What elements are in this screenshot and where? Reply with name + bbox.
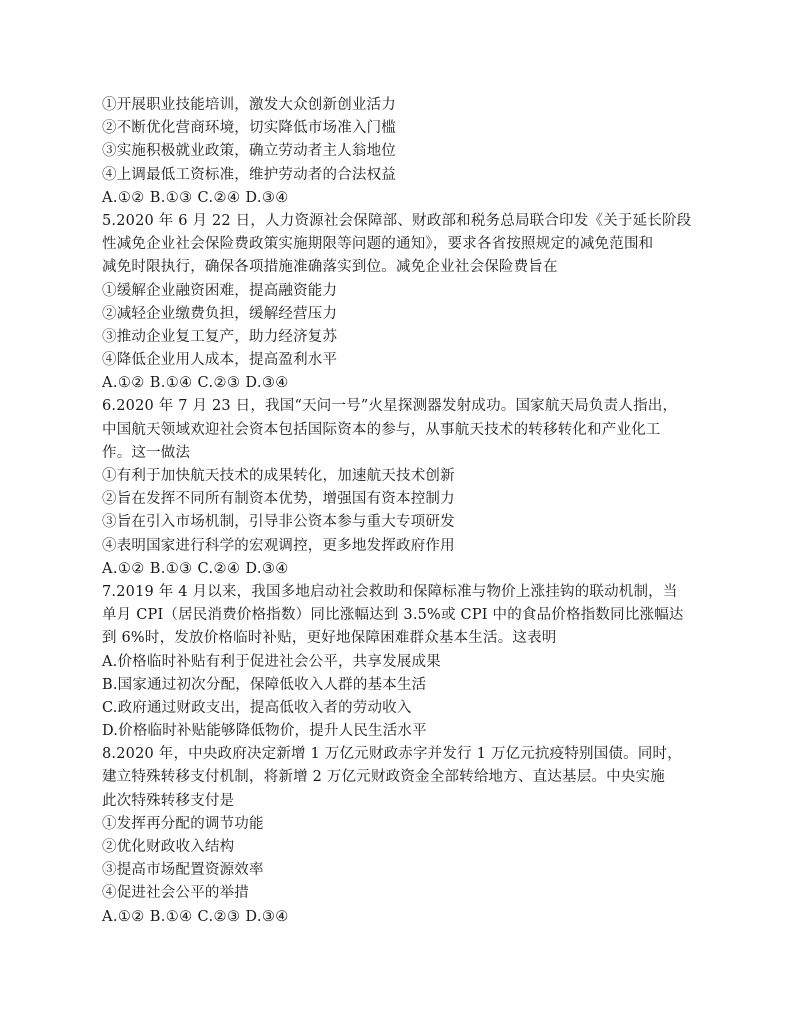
q5-option-3: ③推动企业复工复产，助力经济复苏 bbox=[102, 328, 338, 345]
q7-option-b: B.国家通过初次分配，保障低收入人群的基本生活 bbox=[102, 676, 427, 693]
q5-option-2: ②减轻企业缴费负担，缓解经营压力 bbox=[102, 305, 338, 322]
q7-stem-line-1: 7.2019 年 4 月以来，我国多地启动社会救助和保障标准与物价上涨挂钩的联动机制，当 bbox=[102, 583, 678, 600]
q4-option-4: ④上调最低工资标准，维护劳动者的合法权益 bbox=[102, 166, 396, 183]
q6-answer-choices: A.①② B.①③ C.②④ D.③④ bbox=[102, 560, 289, 577]
q5-option-1: ①缓解企业融资困难，提高融资能力 bbox=[102, 282, 338, 299]
q6-stem-line-3: 作。这一做法 bbox=[102, 444, 191, 461]
q4-option-3: ③实施积极就业政策，确立劳动者主人翁地位 bbox=[102, 143, 396, 160]
q4-answer-choices: A.①② B.①③ C.②④ D.③④ bbox=[102, 189, 289, 206]
question-6 bbox=[102, 395, 702, 581]
q7-stem-line-2: 单月 CPI（居民消费价格指数）同比涨幅达到 3.5%或 CPI 中的食品价格指数同比涨幅达 bbox=[102, 607, 684, 624]
q8-stem-line-2: 建立特殊转移支付机制，将新增 2 万亿元财政资金全部转给地方、直达基层。中央实施 bbox=[102, 769, 665, 786]
question-5 bbox=[102, 210, 702, 396]
q7-stem-line-3: 到 6%时，发放价格临时补贴，更好地保障困难群众基本生活。这表明 bbox=[102, 630, 557, 647]
q5-option-4: ④降低企业用人成本，提高盈利水平 bbox=[102, 352, 338, 369]
q8-option-2: ②优化财政收入结构 bbox=[102, 839, 235, 855]
q8-stem-line-1: 8.2020 年，中央政府决定新增 1 万亿元财政赤字并发行 1 万亿元抗疫特别国债。同时， bbox=[102, 746, 682, 763]
q8-option-4: ④促进社会公平的举措 bbox=[102, 885, 249, 902]
q7-option-a: A.价格临时补贴有利于促进社会公平，共享发展成果 bbox=[102, 653, 441, 670]
q5-stem-line-2: 性减免企业社会保险费政策实施期限等问题的通知》，要求各省按照规定的减免范围和 bbox=[102, 236, 654, 253]
q7-option-c: C.政府通过财政支出，提高低收入者的劳动收入 bbox=[102, 699, 412, 716]
q8-stem-line-3: 此次特殊转移支付是 bbox=[102, 792, 235, 809]
q8-answer-choices: A.①② B.①④ C.②③ D.③④ bbox=[102, 908, 289, 925]
q8-option-1: ①发挥再分配的调节功能 bbox=[102, 815, 264, 832]
question-4 bbox=[102, 94, 702, 210]
question-7 bbox=[102, 581, 702, 743]
exam-page bbox=[102, 94, 702, 929]
q6-option-1: ①有利于加快航天技术的成果转化，加速航天技术创新 bbox=[102, 468, 455, 484]
q5-stem-line-3: 减免时限执行，确保各项措施准确落实到位。减免企业社会保险费旨在 bbox=[102, 259, 558, 276]
q6-option-3: ③旨在引入市场机制，引导非公资本参与重大专项研发 bbox=[102, 514, 455, 531]
q6-stem-line-1: 6.2020 年 7 月 23 日，我国“天问一号”火星探测器发射成功。国家航天局负责人指出， bbox=[102, 398, 678, 415]
q6-stem-line-2: 中国航天领域欢迎社会资本包括国际资本的参与，从事航天技术的转移转化和产业化工 bbox=[102, 421, 661, 438]
q6-option-4: ④表明国家进行科学的宏观调控，更多地发挥政府作用 bbox=[102, 537, 455, 554]
q5-stem-line-1: 5.2020 年 6 月 22 日，人力资源社会保障部、财政部和税务总局联合印发《关于延长阶段 bbox=[102, 212, 692, 229]
q5-answer-choices: A.①② B.①④ C.②③ D.③④ bbox=[102, 375, 289, 392]
q8-option-3: ③提高市场配置资源效率 bbox=[102, 862, 264, 879]
q4-option-2: ②不断优化营商环境，切实降低市场准入门槛 bbox=[102, 120, 396, 137]
question-8 bbox=[102, 743, 702, 929]
q4-option-1: ①开展职业技能培训，激发大众创新创业活力 bbox=[102, 97, 396, 113]
q6-option-2: ②旨在发挥不同所有制资本优势，增强国有资本控制力 bbox=[102, 491, 455, 508]
q7-option-d: D.价格临时补贴能够降低物价，提升人民生活水平 bbox=[102, 723, 427, 740]
